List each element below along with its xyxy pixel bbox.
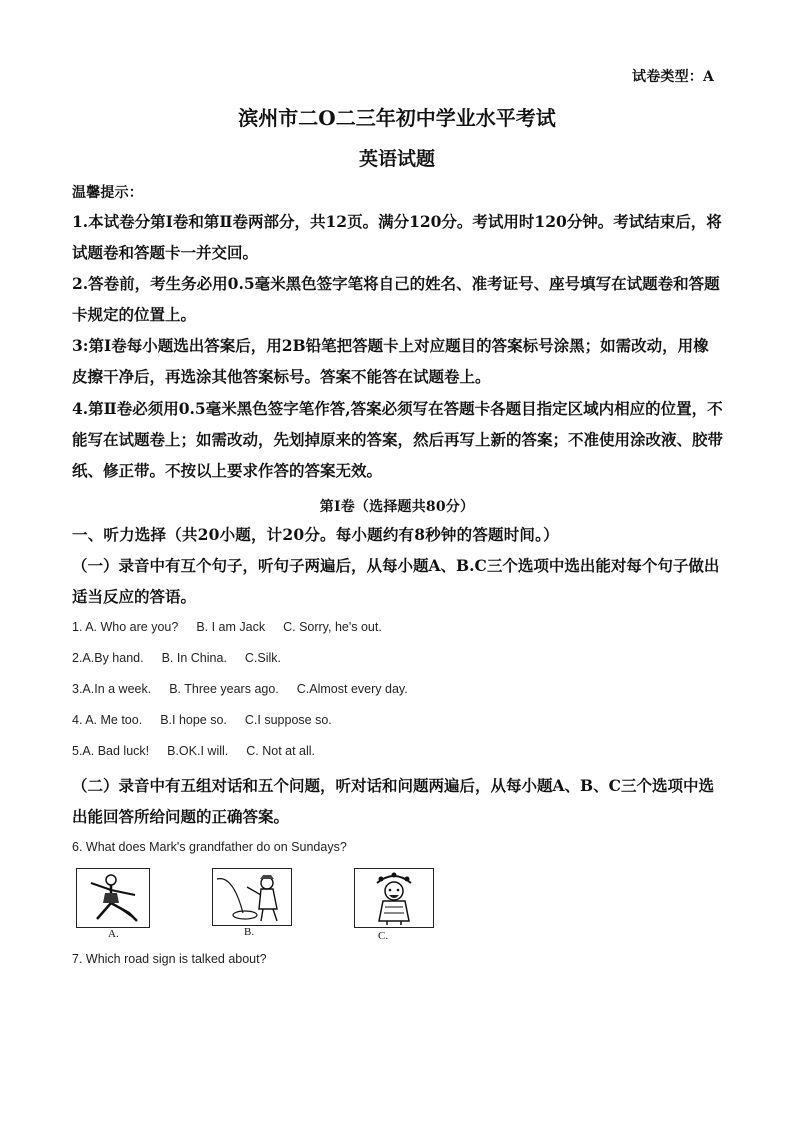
question-2: [72, 651, 299, 665]
q4-option-b: B.I hope so.: [160, 713, 227, 727]
exam-title: 滨州市二O二三年初中学业水平考试: [238, 106, 556, 130]
q3-option-a: 3.A.In a week.: [72, 682, 152, 696]
q6-label-c: C.: [378, 930, 389, 942]
q1-option-a: 1. A. Who are you?: [72, 620, 179, 634]
exam-subtitle: 英语试题: [358, 148, 435, 170]
q4-option-a: 4. A. Me too.: [72, 713, 143, 727]
notice-item-3: 3:第Ⅰ卷每小题选出答案后，用2B铅笔把答题卡上对应题目的答案标号涂黑；如需改动，用橡皮擦干净后，再选涂其他答案标号。答案不能答在试题卷上。: [72, 336, 709, 386]
notice-item-2: 2.答卷前，考生务必用0.5毫米黑色签字笔将自己的姓名、准考证号、座号填写在试题卷和答题卡规定的位置上。: [72, 274, 720, 324]
question-1: [72, 620, 400, 634]
question-6: 6. What does Mark's grandfather do on Sundays?: [72, 840, 347, 854]
question-3: [72, 682, 426, 696]
q4-option-c: C.I suppose so.: [244, 713, 332, 727]
notice-heading: 温馨提示：: [72, 185, 143, 201]
section-listening-heading: 一、听力选择（共20小题，计20分。每小题约有8秒钟的答题时间。）: [72, 525, 559, 544]
q6-picture-a-tai-chi: [76, 868, 150, 928]
part1-instruction: （一）录音中有互个句子，听句子两遍后，从每小题A、B.C三个选项中选出能对每个句子做出适当反应的答语。: [72, 556, 720, 606]
q5-option-c: C. Not at all.: [246, 744, 316, 758]
question-4: [72, 713, 350, 727]
q1-option-c: C. Sorry, he's out.: [283, 620, 382, 634]
notice-item-4: 4.第Ⅱ卷必须用0.5毫米黑色签字笔作答,答案必须写在答题卡各题目指定区域内相应的位置，不能写在试题卷上；如需改动，先划掉原来的答案，然后再写上新的答案；不准使用涂改液、胶带纸、修正带。不按以上要求作答的答案无效。: [72, 399, 724, 480]
question-5: [72, 744, 333, 758]
volume-heading: 第Ⅰ卷（选择题共80分）: [319, 499, 475, 515]
paper-type-label: 试卷类型：A: [632, 69, 715, 85]
q3-option-b: B. Three years ago.: [169, 682, 279, 696]
q2-option-c: C.Silk.: [244, 651, 282, 665]
q6-picture-c-opera: [354, 868, 434, 928]
q2-option-b: B. In China.: [161, 651, 227, 665]
q1-option-b: B. I am Jack: [196, 620, 266, 634]
part2-instruction: （二）录音中有五组对话和五个问题，听对话和问题两遍后，从每小题A、B、C三个选项中选出能回答所给问题的正确答案。: [72, 776, 714, 826]
q6-label-a: A.: [108, 928, 119, 940]
question-7: 7. Which road sign is talked about?: [72, 952, 267, 966]
q3-option-c: C.Almost every day.: [296, 682, 408, 696]
q6-label-b: B.: [244, 926, 255, 938]
q5-option-a: 5.A. Bad luck!: [72, 744, 150, 758]
q6-picture-b-fishing: [212, 868, 292, 926]
q5-option-b: B.OK.I will.: [167, 744, 229, 758]
notice-item-1: 1.本试卷分第Ⅰ卷和第Ⅱ卷两部分，共12页。满分120分。考试用时120分钟。考试结束后，将试题卷和答题卡一并交回。: [72, 212, 722, 262]
q2-option-a: 2.A.By hand.: [72, 651, 144, 665]
